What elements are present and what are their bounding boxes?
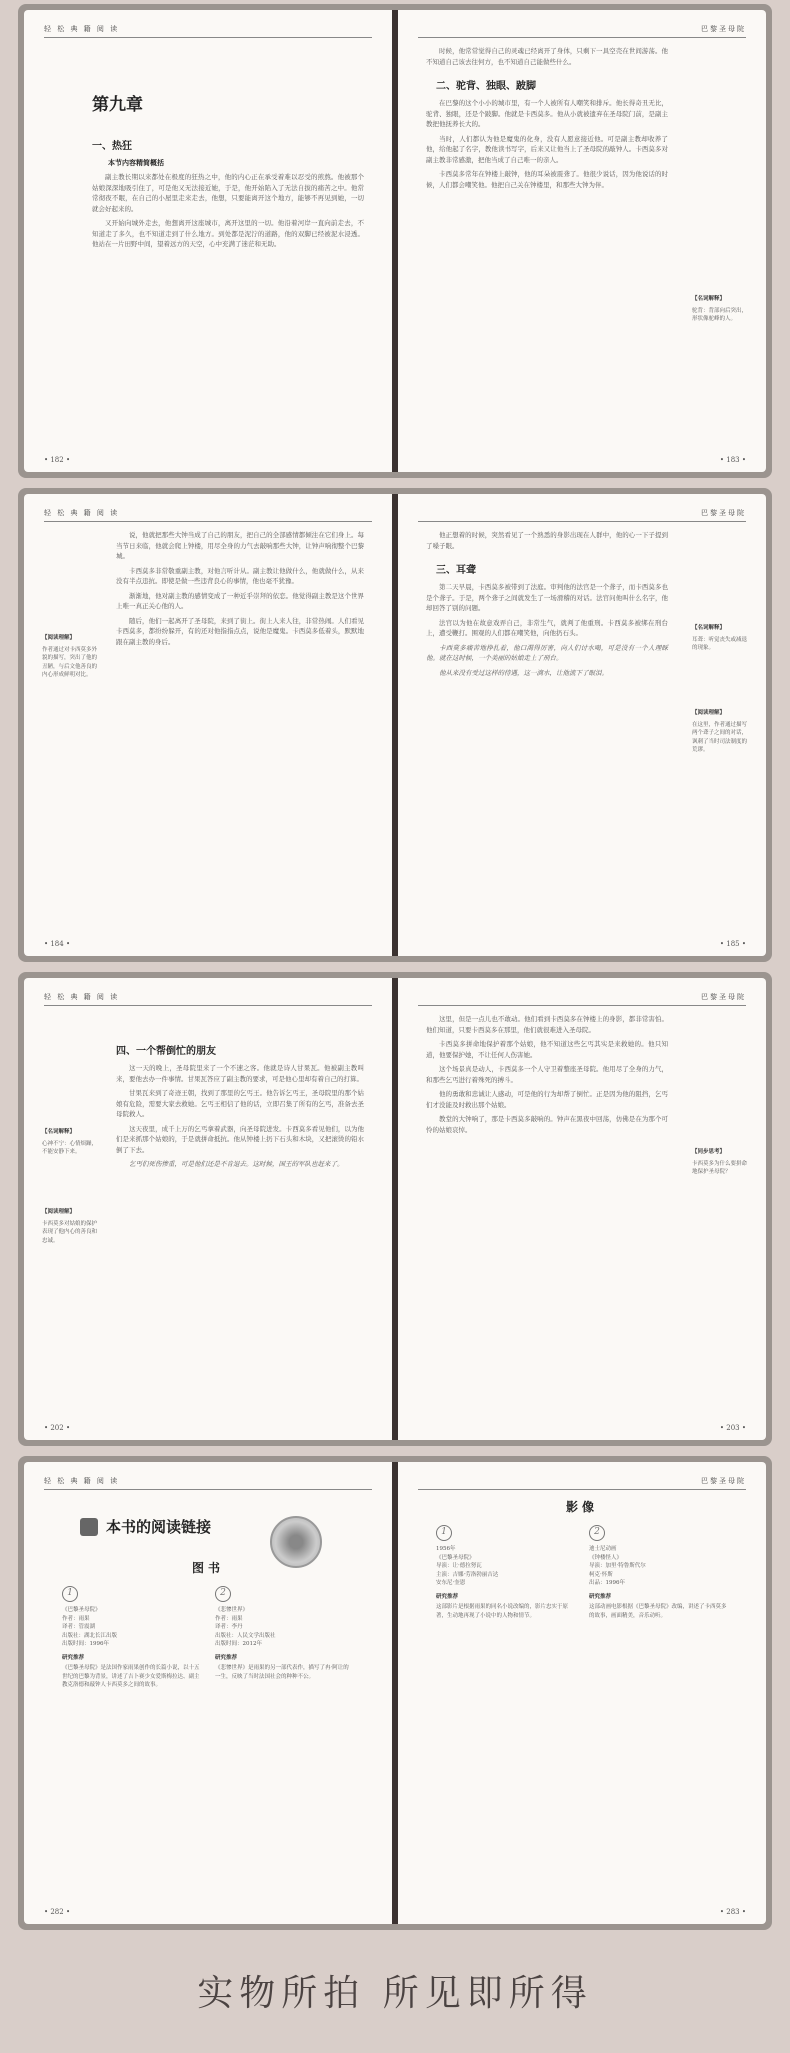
paragraph: 这个场景真是动人，卡西莫多一个人守卫着整座圣母院。他用尽了全身的力气，和那些乞丐进行着殊死的搏斗。 — [426, 1065, 668, 1084]
margin-note — [692, 709, 752, 755]
entry-number: 2 — [215, 1586, 231, 1602]
running-header: 轻 松 典 籍 阅 读 — [44, 508, 372, 522]
page-number: • 203 • — [719, 1424, 746, 1432]
page-183 — [398, 10, 766, 472]
entry-heading: 研究推荐 — [215, 1654, 238, 1661]
entry-number: 1 — [62, 1586, 78, 1602]
entry-line: 1956年 — [436, 1546, 456, 1552]
entry-number: 1 — [436, 1525, 452, 1541]
entry-number: 2 — [589, 1525, 605, 1541]
book-entry — [215, 1586, 354, 1690]
film-entry — [436, 1525, 575, 1620]
category-title: 图书 — [191, 1561, 224, 1575]
page-number: • 282 • — [44, 1908, 71, 1916]
running-header: 巴黎圣母院 — [418, 508, 746, 522]
paragraph: 副主教长期以来都处在极度的狂热之中，他的内心正在承受着难以忍受的煎熬。他被那个姑娘深深地吸引住了，可是他又无法接近她，于是，他开始陷入了无法自拔的痛苦之中。他常常彻夜不眠，在自己的小屋里走来走去，他想，只要能离开这个地方，能够不再见到她，一切就会好起来的。 — [92, 173, 364, 213]
paragraph: 甘果瓦来到了奇迹王朝，找到了那里的乞丐王。他告诉乞丐王，圣母院里的那个姑娘有危险，需要大家去救她。乞丐王相信了他的话，立即召集了所有的乞丐，准备去圣母院救人。 — [116, 1089, 364, 1118]
page-203 — [398, 978, 766, 1440]
margin-note-label: 【名词解释】 — [692, 625, 726, 631]
film-entry — [589, 1525, 728, 1620]
page-282 — [24, 1462, 392, 1924]
page-number: • 184 • — [44, 940, 71, 948]
book-spread-4 — [18, 1456, 772, 1930]
margin-note-label: 【名词解释】 — [692, 296, 726, 302]
paragraph: 乞丐们死伤惨重，可是他们还是不肯退去。这时候，国王的军队也赶来了。 — [129, 1160, 344, 1168]
margin-note-text: 驼背：背部向后突出，形状像驼峰的人。 — [692, 307, 748, 322]
paragraph: 卡西莫多常年在钟楼上敲钟，他的耳朵被震聋了。他很少说话，因为他说话的时候，人们都会嘲笑他。他把自己关在钟楼里，和那些大钟为伴。 — [426, 170, 668, 189]
page-number: • 182 • — [44, 456, 71, 464]
paragraph: 卡西莫多痛苦地挣扎着，他口渴得厉害，向人们讨水喝，可是没有一个人理睬他。就在这时候，一个美丽的姑娘走上了刑台。 — [426, 643, 668, 662]
margin-note-text: 心神不宁：心情烦躁，不能安静下来。 — [42, 1140, 98, 1155]
margin-note-text: 在这里，作者通过描写两个聋子之间的对话，讽刺了当时司法制度的荒谬。 — [692, 721, 748, 753]
page-number: • 283 • — [719, 1908, 746, 1916]
chapter-title: 第九章 — [92, 95, 143, 115]
entry-line: 导演：加里·特鲁斯代尔 — [589, 1563, 646, 1569]
paragraph: 法官以为他在故意戏弄自己，非常生气，就判了他重刑。卡西莫多被绑在刑台上，遭受鞭打。围观的人们都在嘲笑他，向他扔石头。 — [426, 618, 668, 637]
paragraph: 当时，人们都认为他是魔鬼的化身，没有人愿意接近他。可是副主教却收养了他，给他起了名字，教他读书写字，后来又让他当上了圣母院的敲钟人。卡西莫多对副主教非常感激，把他当成了自己唯一的亲人。 — [426, 134, 668, 164]
section-title: 一、热狂 — [92, 141, 132, 152]
paragraph: 时候，他常常觉得自己的灵魂已经离开了身体，只剩下一具空壳在世间游荡。他不知道自己该去往何方，也不知道自己能做些什么。 — [426, 47, 668, 66]
running-header: 巴黎圣母院 — [418, 1476, 746, 1490]
author-portrait — [270, 1516, 322, 1568]
paragraph: 他的勇敢和忠诚让人感动，可是他的行为却帮了倒忙。正是因为他的阻挡，乞丐们才没能及时救出那个姑娘。 — [426, 1090, 668, 1109]
margin-note — [42, 634, 102, 680]
margin-note — [42, 1128, 102, 1157]
page-202 — [24, 978, 392, 1440]
margin-note — [692, 624, 752, 653]
paragraph: 说，他就把那些大钟当成了自己的朋友，把自己的全部感情都倾注在它们身上。每当节日来临，他就会爬上钟楼，用尽全身的力气去敲响那些大钟，让钟声响彻整个巴黎城。 — [116, 531, 364, 560]
reading-links-text: 本书的阅读链接 — [106, 1518, 212, 1536]
entry-line: 出品：1996年 — [589, 1580, 625, 1586]
page-number: • 185 • — [719, 940, 746, 948]
section-subtitle: 本节内容精简概括 — [108, 158, 164, 167]
book-spread-1 — [18, 4, 772, 478]
paragraph: 又开始向城外走去，他想离开这座城市，离开这里的一切。他沿着河岸一直向前走去，不知道走了多久，也不知道走到了什么地方。到处都是泥泞的道路，他的双脚已经被泥水浸透。他站在一片田野中间，望着远方的天空，心中充满了迷茫和无助。 — [92, 219, 364, 248]
paragraph: 这一天的晚上，圣母院里来了一个不速之客。他就是诗人甘果瓦。他被副主教叫来，要他去办一件事情。甘果瓦答应了副主教的要求，可是他心里却有着自己的打算。 — [116, 1064, 364, 1083]
book-icon — [80, 1518, 98, 1536]
book-spread-2 — [18, 488, 772, 962]
entry-heading: 研究推荐 — [589, 1593, 612, 1600]
page-184 — [24, 494, 392, 956]
entry-body: 这部动画电影根据《巴黎圣母院》改编，讲述了卡西莫多的故事，画面精美，音乐动听。 — [589, 1604, 727, 1619]
entry-body: 《悲惨世界》是雨果的另一部代表作，描写了冉·阿让的一生，反映了当时法国社会的种种不公。 — [215, 1665, 349, 1680]
entry-line: 导演：让·德拉努瓦 — [436, 1563, 482, 1569]
paragraph: 卡西莫多拼命地保护着那个姑娘，他不知道这些乞丐其实是来救她的。他只知道，他要保护她，不让任何人伤害她。 — [426, 1040, 668, 1059]
section-title: 三、耳聋 — [436, 565, 476, 576]
book-entry — [62, 1586, 201, 1690]
page-283 — [398, 1462, 766, 1924]
entry-line: 《悲惨世界》 — [215, 1607, 249, 1613]
entry-line: 迪士尼动画 — [589, 1546, 617, 1552]
entry-body: 《巴黎圣母院》是法国作家雨果创作的长篇小说，以十五世纪的巴黎为背景，讲述了吉卜赛少女爱斯梅拉达、副主教克洛德和敲钟人卡西莫多之间的故事。 — [62, 1665, 200, 1688]
photo-caption: 实物所拍 所见即所得 — [197, 1973, 593, 2014]
paragraph: 教堂的大钟响了，那是卡西莫多敲响的。钟声在黑夜中回荡，仿佛是在为那个可怜的姑娘哀悼。 — [426, 1115, 668, 1134]
paragraph: 在巴黎的这个小小的城市里，有一个人被所有人嘲笑和排斥。他长得奇丑无比，驼背、独眼，还是个跛脚。他就是卡西莫多。他从小就被遗弃在圣母院门前，是副主教把他抚养长大的。 — [426, 99, 668, 128]
entry-line: 作者：雨果 — [215, 1615, 243, 1622]
running-header: 轻 松 典 籍 阅 读 — [44, 992, 372, 1006]
page-185 — [398, 494, 766, 956]
paragraph: 他正想着的时候，突然看见了一个熟悉的身影出现在人群中，他的心一下子提到了嗓子眼。 — [426, 531, 668, 550]
section-title: 四、一个帮倒忙的朋友 — [116, 1046, 216, 1057]
entry-heading: 研究推荐 — [62, 1654, 85, 1661]
entry-line: 柯克·怀斯 — [589, 1571, 613, 1578]
margin-note — [42, 1208, 102, 1245]
page-number: • 202 • — [44, 1424, 71, 1432]
margin-note — [692, 1148, 752, 1177]
entry-line: 译者：管震湖 — [62, 1624, 96, 1630]
margin-note-label: 【阅读理解】 — [42, 635, 76, 641]
entry-line: 作者：雨果 — [62, 1615, 90, 1622]
paragraph: 这天夜里，成千上万的乞丐拿着武器，向圣母院进发。卡西莫多看见他们，以为他们是来抓那个姑娘的，于是就拼命抵抗。他从钟楼上扔下石头和木块，又把滚烫的铅水倒了下去。 — [116, 1124, 364, 1154]
entry-line: 出版时间：2012年 — [215, 1641, 262, 1647]
reading-links-title — [80, 1516, 372, 1537]
entry-line: 出版社：湖北长江出版 — [62, 1632, 118, 1639]
entry-heading: 研究推荐 — [436, 1593, 459, 1600]
running-header: 轻 松 典 籍 阅 读 — [44, 24, 372, 38]
entry-body: 这部影片是根据雨果的同名小说改编的，影片忠实于原著，生动地再现了小说中的人物和情节。 — [436, 1604, 569, 1619]
margin-note-label: 【阅读理解】 — [692, 710, 726, 716]
margin-note-text: 卡西莫多对姑娘的保护表现了他内心的善良和忠诚。 — [42, 1220, 98, 1244]
page-number: • 183 • — [719, 456, 746, 464]
paragraph: 这里，但是一点儿也不敢动。他们看到卡西莫多在钟楼上的身影，都非常害怕。他们知道，只要卡西莫多在那里，他们就很难进入圣母院。 — [426, 1015, 668, 1034]
book-spread-3 — [18, 972, 772, 1446]
entry-line: 译者：李丹 — [215, 1624, 243, 1630]
running-header: 巴黎圣母院 — [418, 24, 746, 38]
entry-line: 出版时间：1996年 — [62, 1641, 109, 1647]
margin-note — [692, 295, 752, 324]
running-header: 巴黎圣母院 — [418, 992, 746, 1006]
category-title: 影像 — [565, 1500, 598, 1514]
running-header: 轻 松 典 籍 阅 读 — [44, 1476, 372, 1490]
margin-note-label: 【同步思考】 — [692, 1149, 726, 1155]
entry-line: 出版社：人民文学出版社 — [215, 1632, 276, 1639]
paragraph: 卡西莫多非常敬重副主教，对他言听计从。副主教让他做什么，他就做什么，从来没有半点违抗。即使是做一些违背良心的事情，他也毫不犹豫。 — [116, 566, 364, 585]
section-title: 二、驼背、独眼、跛脚 — [436, 81, 536, 92]
margin-note-text: 耳聋：听觉丧失或减退的现象。 — [692, 636, 748, 651]
entry-line: 《巴黎圣母院》 — [62, 1607, 101, 1613]
entry-line: 安东尼·奎恩 — [436, 1580, 466, 1586]
margin-note-label: 【阅读理解】 — [42, 1209, 76, 1215]
margin-note-text: 卡西莫多为什么要拼命地保护圣母院？ — [692, 1160, 748, 1175]
entry-line: 《巴黎圣母院》 — [436, 1554, 475, 1561]
margin-note-label: 【名词解释】 — [42, 1129, 76, 1135]
paragraph: 渐渐地，他对副主教的感情变成了一种近乎崇拜的依恋。他觉得副主教是这个世界上唯一真正关心他的人。 — [116, 591, 364, 610]
entry-line: 主演：吉娜·劳洛勃丽吉达 — [436, 1571, 499, 1578]
paragraph: 第二天早晨，卡西莫多被带到了法庭。审判他的法官是一个聋子，而卡西莫多也是个聋子。于是，两个聋子之间就发生了一场滑稽的对话。法官问他叫什么名字，他却回答了别的问题。 — [426, 583, 668, 612]
paragraph: 他从来没有受过这样的待遇，这一滴水，让他流下了眼泪。 — [439, 668, 608, 677]
paragraph: 随后，他们一起离开了圣母院，来到了街上。街上人来人往，非常热闹。人们看见卡西莫多，都纷纷躲开，有的还对他指指点点，说他是魔鬼。卡西莫多低着头，默默地跟在副主教的身后。 — [116, 616, 364, 646]
margin-note-text: 作者通过对卡西莫多外貌的描写，突出了他的丑陋，与后文他善良的内心形成鲜明对比。 — [42, 646, 98, 678]
page-182 — [24, 10, 392, 472]
entry-line: 《钟楼怪人》 — [589, 1554, 623, 1561]
